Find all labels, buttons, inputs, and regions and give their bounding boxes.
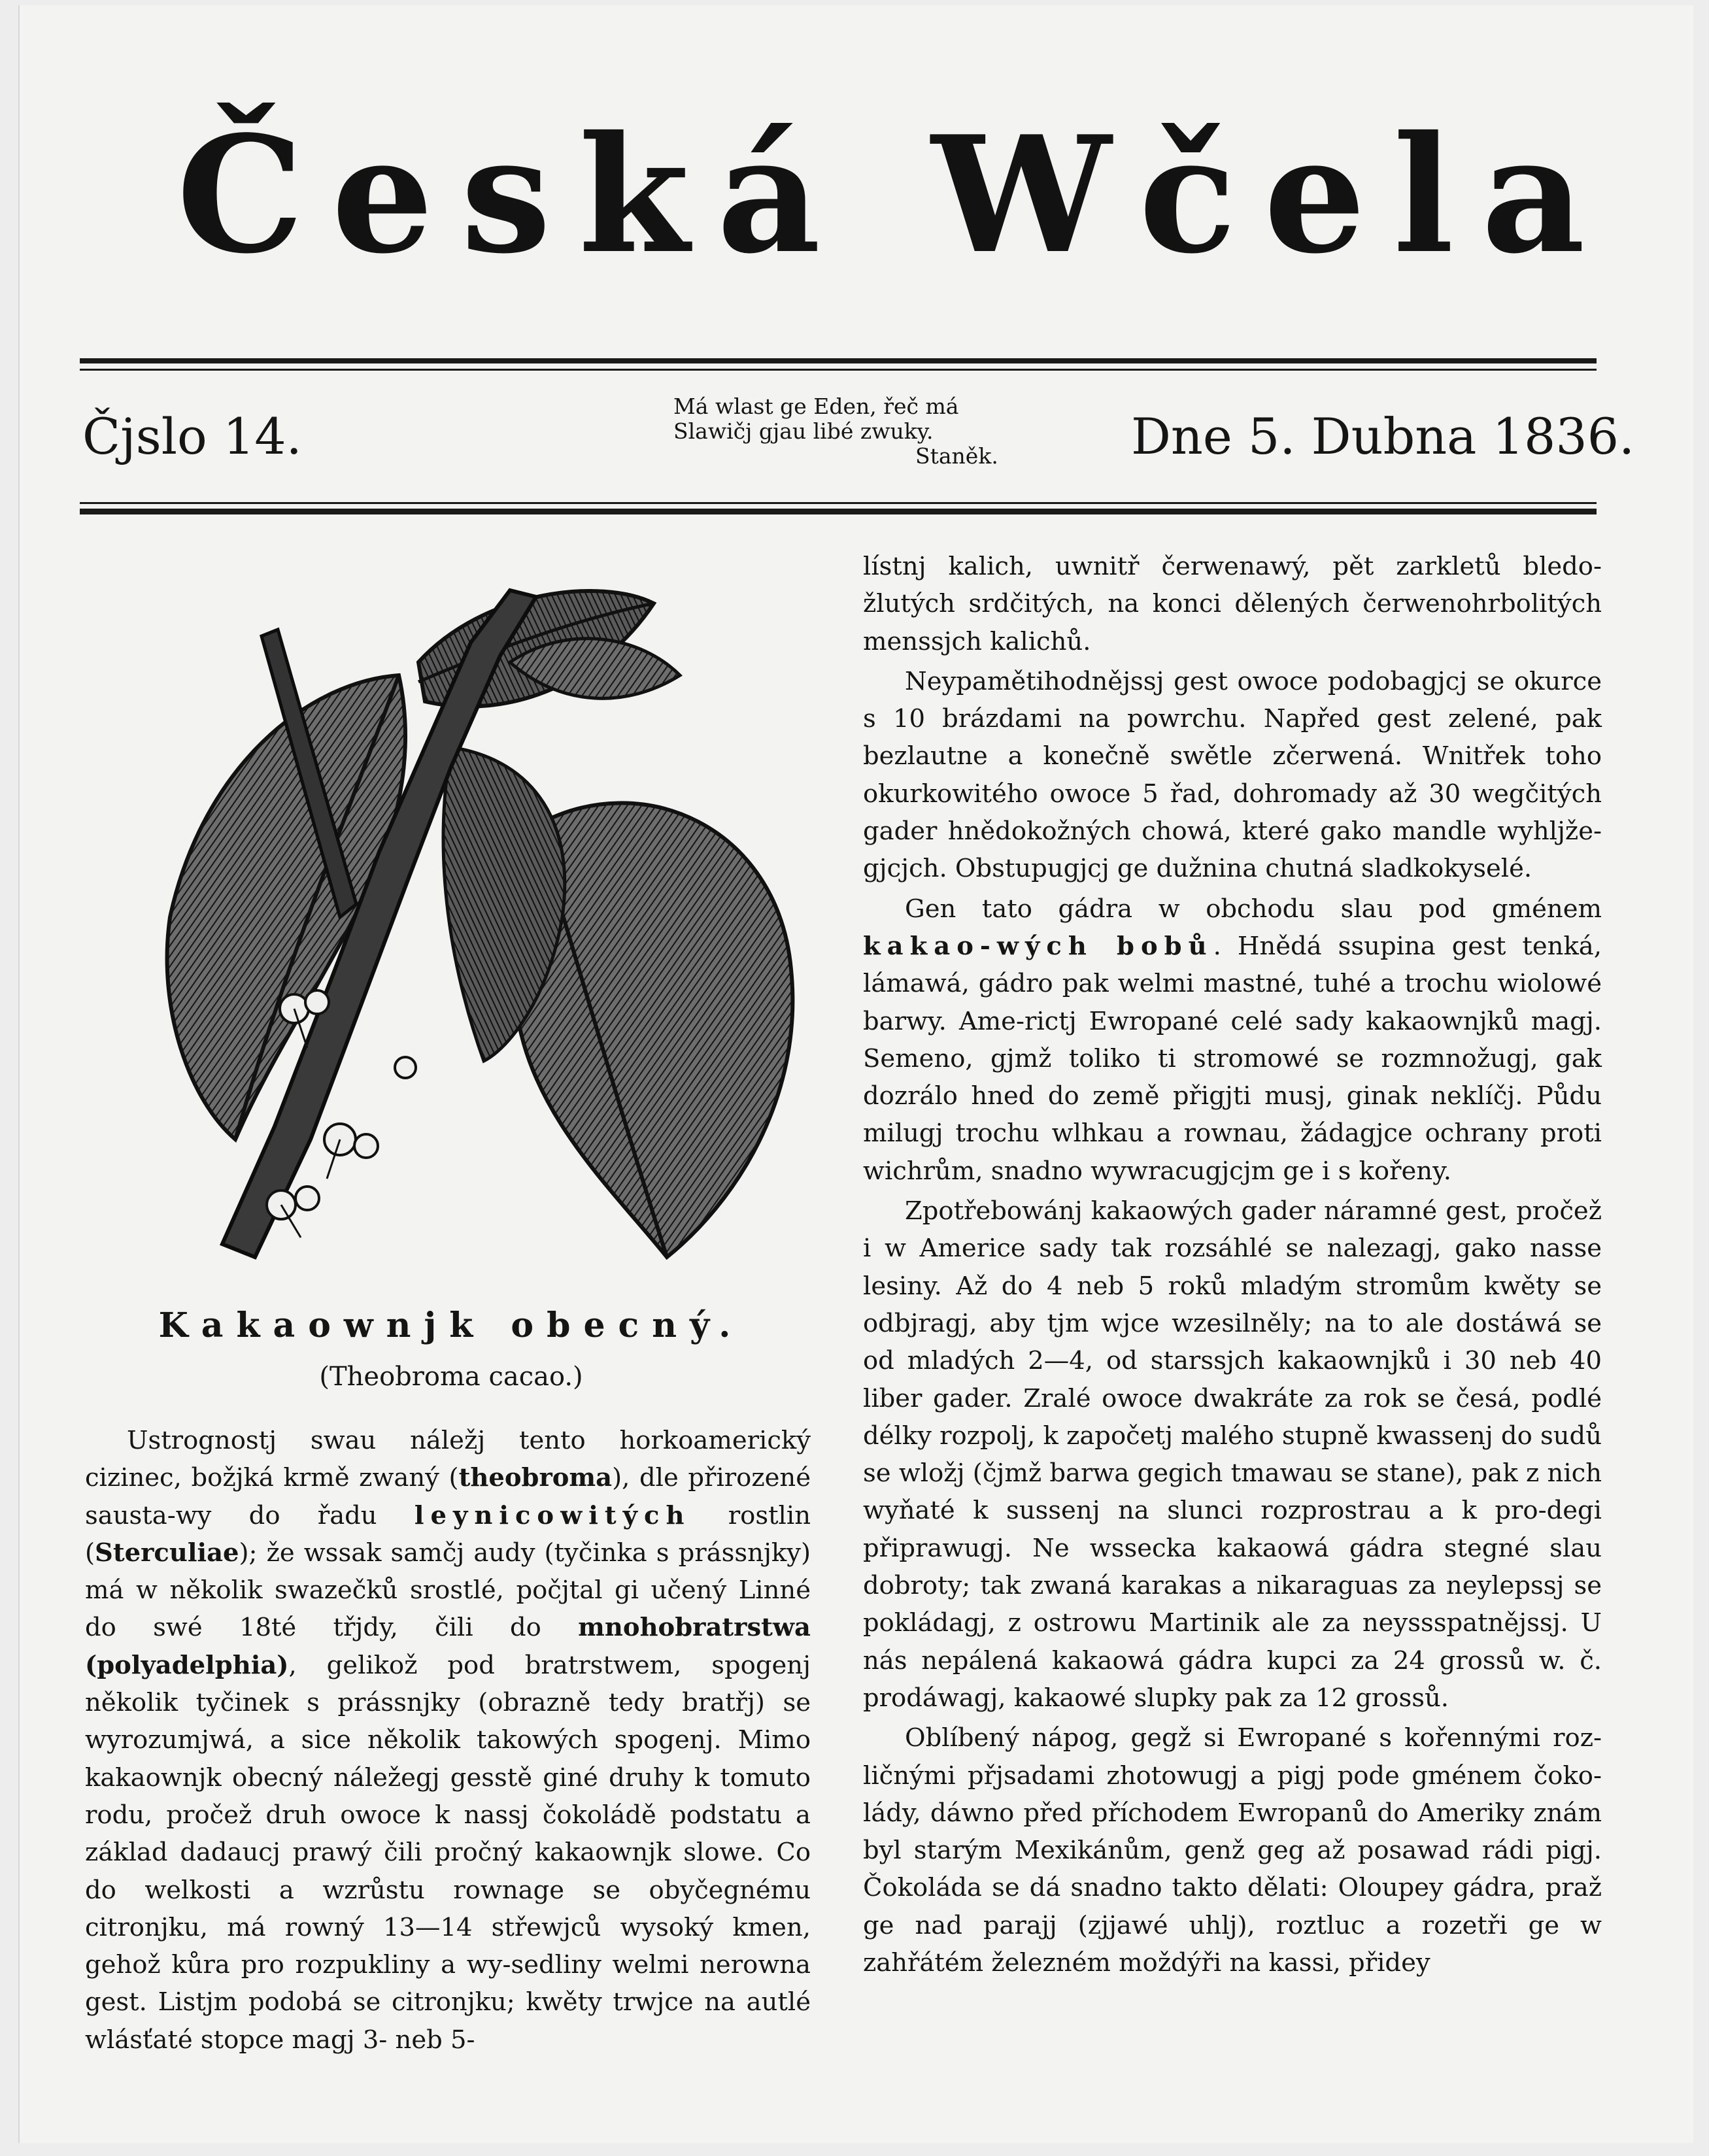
header-rule-top-thick [80, 358, 1597, 363]
caption-latin-name: (Theobroma cacao.) [319, 1362, 583, 1392]
right-paragraph: Oblíbený nápog, gegž si Ewropané s kořennými roz-ličnými přjsadami zhotowugj a pigj pode gménem čoko-lády, dáwno před příchodem Ewropanů do Ameriky znám byl starým Mexikánům, genž geg až posawad rádi pigj. Čokoláda se dá snadno takto dělati: Oloupey gádra, praž ge nad parajj (zjjawé uhlj), roztluc a rozetři ge w zahřátém železném moždýři na kassi, přidey [863, 1723, 1602, 1978]
issue-number: Čjslo 14. [82, 407, 302, 465]
motto-author: Staněk. [915, 443, 998, 469]
motto [673, 394, 1053, 469]
right-column-text [863, 548, 1602, 1981]
right-paragraph: Zpotřebowánj kakaowých gader náramné gest, pročež i w Americe sady tak rozsáhlé se nalezagj, gako nasse lesiny. Až do 4 neb 5 roků mladým stromům kwěty se odbjragj, aby tjm wjce wzesilněly; na to ale dostáwá se od mladých 2—4, od starssjch kakaownjků i 30 neb 40 liber gader. Zralé owoce dwakráte za rok se česá, podlé délky rozpolj, k započetj malého stupně kwassenj do sudů se wložj (čjmž barwa gegich tmawau se stane), pak z nich wyňaté k sussenj na slunci rozprostrau a k pro-degi připrawugj. Ne wssecka kakaowá gádra stegné slau dobroty; tak zwaná karakas a nikaraguas za neylepssj se pokládagj, z ostrowu Martinik ale za neyssspatnějssj. U nás nepálená kakaowá gádra kupci za 24 grossů w. č. prodáwagj, kakaowé slupky pak za 12 grossů. [863, 1196, 1602, 1713]
left-paragraph: Ustrognostj swau náležj tento horkoamerický cizinec, božjká krmě zwaný (theobroma), dle přirozené sausta-wy do řadu leynicowitých rostlin (Sterculiae); že wssak samčj audy (tyčinka s prássnjky) má w několik swazečků srostlé, počjtal gi učený Linné do swé 18té třjdy, čili do mnohobratrstwa (polyadelphia), gelikož pod bratrstwem, spogenj několik tyčinek s prássnjky (obrazně tedy bratřj) se wyrozumjwá, a sice několik takowých spogenj. Mimo kakaownjk obecný náležegj gesstě giné druhy k tomuto rodu, pročež druh owoce k nassj čokoládě podstatu a základ dadaucj prawý čili pročný kakaownjk slowe. Co do welkosti a wzrůstu rownage se obyčegnému citronjku, má rowný 13—14 střewjců wysoký kmen, gehož kůra pro rozpukliny a wy-sedliny welmi nerowna gest. Listjm podobá se citronjku; kwěty trwjce na autlé wlásťaté stopce magj 3- neb 5- [85, 1426, 811, 2055]
cacao-branch-illustration [144, 551, 798, 1270]
header-rule-bottom-thick [80, 509, 1597, 514]
left-column-text [85, 1422, 811, 2059]
right-paragraph: Neypamětihodnějssj gest owoce podobagjcj se okurce s 10 brázdami na powrchu. Napřed gest zelené, pak bezlautne a konečně swětle zčerwená. Wnitřek toho okurkowitého owoce 5 řad, dohromady až 30 wegčitých gader hnědokožných chowá, které gako mandle wyhljže-gjcjch. Obstupugjcj ge dužnina chutná sladkokyselé. [863, 666, 1602, 884]
issue-date: Dne 5. Dubna 1836. [1131, 407, 1635, 465]
motto-line-1: Má wlast ge Eden, řeč má [673, 394, 959, 419]
right-paragraph: Gen tato gádra w obchodu slau pod gménem kakao-wých bobů. Hnědá ssupina gest tenká, lámawá, gádro pak welmi mastné, tuhé a trochu wiolowé barwy. Ame-rictj Ewropané celé sady kakaownjků magj. Semeno, gjmž toliko ti stromowé se rozmnožugj, gak dozrálo hned do země přigjti musj, ginak neklíčj. Půdu milugj trochu wlhkau a rownau, žádagjce ochrany proti wichrům, snadno wywracugjcjm ge i s kořeny. [863, 894, 1602, 1186]
header-rule-bottom-thin [80, 502, 1597, 504]
caption-title: Kakaownjk obecný. [158, 1305, 744, 1345]
masthead-title: Česká Wčela [177, 101, 1613, 289]
right-paragraph-continued: lístnj kalich, uwnitř čerwenawý, pět zarkletů bledo-žlutých srdčitých, na konci dělených čerwenohrbolitých menssjch kalichů. [863, 552, 1602, 656]
newspaper-page [18, 5, 1693, 2143]
header-rule-top-thin [80, 369, 1597, 371]
motto-line-2: Slawičj gjau libé zwuky. [673, 418, 934, 444]
